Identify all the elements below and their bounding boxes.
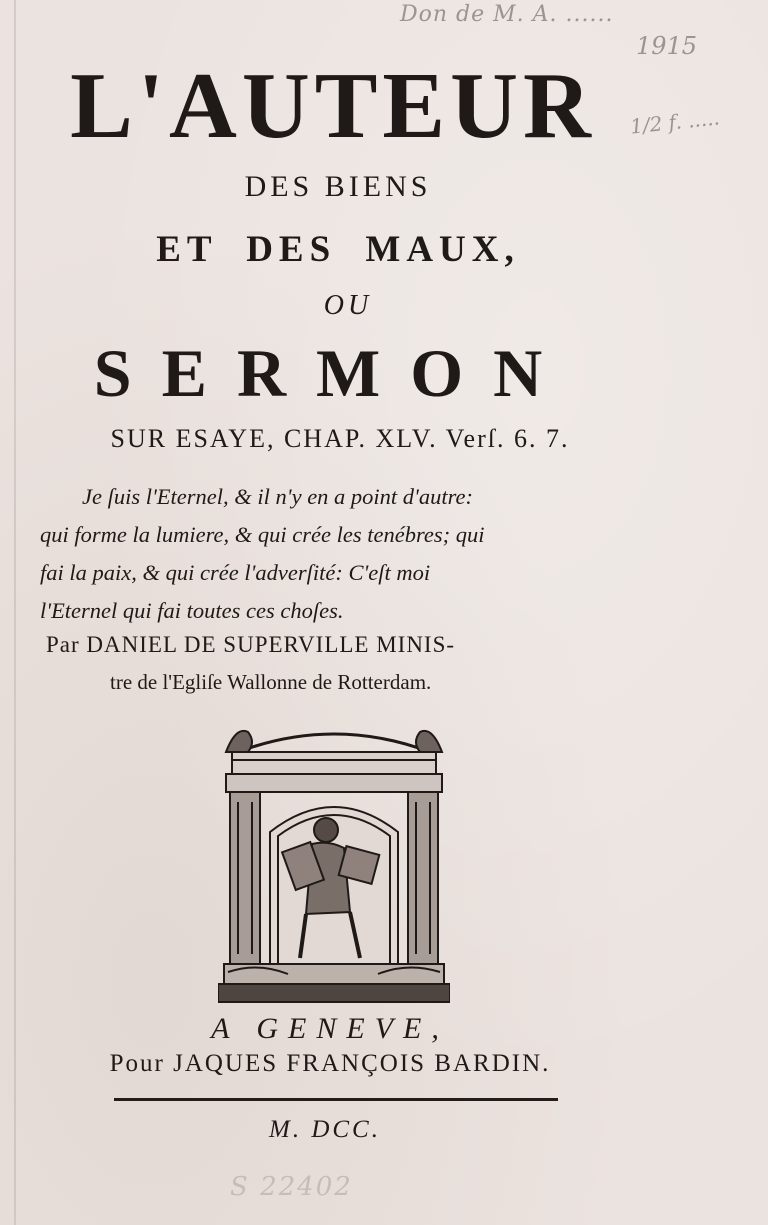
title-line-et-des-maux: ET DES MAUX, (156, 229, 520, 270)
title-main: L'AUTEUR (70, 54, 596, 158)
verse-line: l'Eternel qui fai toutes ces choſes. (40, 598, 344, 623)
manuscript-year-note: 1915 (636, 32, 698, 60)
verse-line: qui forme la lumiere, & qui crée les tenébres; qui (40, 522, 485, 547)
imprint-year: M. DCC. (269, 1116, 381, 1143)
printers-emblem-woodcut (218, 722, 450, 1004)
imprint-place: A GENEVE, (211, 1012, 449, 1045)
library-shelfmark: S 22402 (230, 1172, 353, 1202)
title-line-ou: OU (323, 290, 373, 321)
author-line-2: tre de l'Egliſe Wallonne de Rotterdam. (110, 670, 432, 694)
author-line-1: Par DANIEL DE SUPERVILLE MINIS- (46, 632, 456, 657)
imprint-publisher: Pour JAQUES FRANÇOIS BARDIN. (109, 1050, 551, 1077)
imprint-rule (114, 1098, 558, 1101)
manuscript-donation-note: Don de M. A. ...... (400, 2, 614, 27)
title-sermon: SERMON (93, 335, 573, 411)
verse-line: Je ſuis l'Eternel, & il n'y en a point d'autre: (82, 484, 474, 509)
scripture-verse (40, 478, 640, 630)
title-subtitle-scripture: SUR ESAYE, CHAP. XLV. Verſ. 6. 7. (110, 424, 570, 453)
title-line-des-biens: DES BIENS (244, 170, 432, 203)
manuscript-margin-note: 1/2 f. ..... (628, 105, 721, 139)
verse-line: fai la paix, & qui crée l'adverſité: C'eſt moi (40, 560, 431, 585)
